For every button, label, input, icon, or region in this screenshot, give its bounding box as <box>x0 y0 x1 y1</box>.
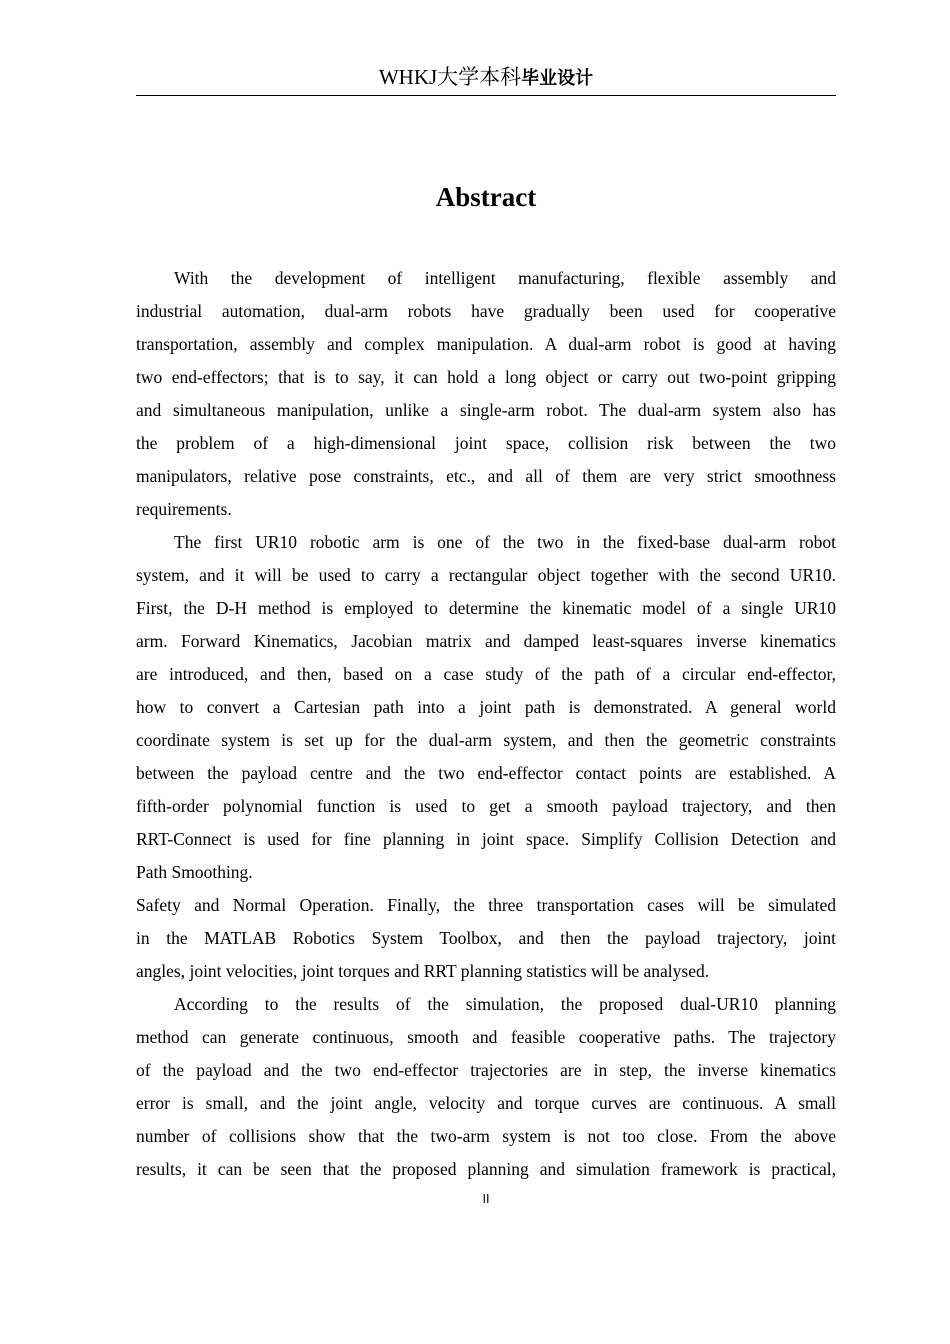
paragraph <box>136 988 836 1186</box>
paragraph <box>136 262 836 526</box>
paragraph-line: The first UR10 robotic arm is one of the two in the fixed-base dual-arm robot <box>174 532 836 552</box>
paragraph-line: between the payload centre and the two end-effector contact points are established. A <box>136 763 836 783</box>
paragraph-line: manipulators, relative pose constraints, etc., and all of them are very strict smoothness <box>136 466 836 486</box>
header-title: WHKJ大学本科 <box>378 65 522 89</box>
paragraph-line: in the MATLAB Robotics System Toolbox, and then the payload trajectory, joint <box>136 928 836 948</box>
paragraph-line: error is small, and the joint angle, velocity and torque curves are continuous. A small <box>136 1093 836 1113</box>
paragraph-line: requirements. <box>136 499 232 519</box>
page-number: II <box>482 1192 490 1206</box>
paragraph <box>136 526 836 889</box>
paragraph-line: First, the D-H method is employed to determine the kinematic model of a single UR10 <box>136 598 836 618</box>
paragraph-line: method can generate continuous, smooth and feasible cooperative paths. The trajectory <box>136 1027 836 1047</box>
paragraph-line: fifth-order polynomial function is used to get a smooth payload trajectory, and then <box>136 796 836 816</box>
paragraph-line: how to convert a Cartesian path into a joint path is demonstrated. A general world <box>136 697 836 717</box>
paragraph-line: are introduced, and then, based on a case study of the path of a circular end-effector, <box>136 664 836 684</box>
paragraph-line: and simultaneous manipulation, unlike a single-arm robot. The dual-arm system also has <box>136 400 836 420</box>
paragraph-line: arm. Forward Kinematics, Jacobian matrix and damped least-squares inverse kinematics <box>136 631 836 651</box>
paragraph-line: system, and it will be used to carry a rectangular object together with the second UR10. <box>136 565 836 585</box>
paragraph <box>136 889 836 988</box>
paragraph-line: RRT-Connect is used for fine planning in joint space. Simplify Collision Detection and <box>136 829 836 849</box>
abstract-title: Abstract <box>435 182 537 212</box>
paragraph-line: Path Smoothing. <box>136 862 253 882</box>
paragraph-line: transportation, assembly and complex manipulation. A dual-arm robot is good at having <box>136 334 836 354</box>
paragraph-line: industrial automation, dual-arm robots have gradually been used for cooperative <box>136 301 836 321</box>
header-suffix: 毕业设计 <box>521 68 594 89</box>
running-header <box>136 60 836 96</box>
paragraph-line: According to the results of the simulation, the proposed dual-UR10 planning <box>174 994 836 1014</box>
paragraph-line: number of collisions show that the two-arm system is not too close. From the above <box>136 1126 836 1146</box>
paragraph-line: the problem of a high-dimensional joint space, collision risk between the two <box>136 433 836 453</box>
paragraph-line: angles, joint velocities, joint torques and RRT planning statistics will be analysed. <box>136 961 710 981</box>
paragraph-line: of the payload and the two end-effector trajectories are in step, the inverse kinematics <box>136 1060 836 1080</box>
paragraph-line: results, it can be seen that the proposed planning and simulation framework is practical, <box>136 1159 836 1179</box>
paragraph-line: Safety and Normal Operation. Finally, the three transportation cases will be simulated <box>136 895 836 915</box>
paragraph-line: With the development of intelligent manufacturing, flexible assembly and <box>174 268 836 288</box>
abstract-body <box>136 262 836 1186</box>
paragraph-line: coordinate system is set up for the dual-arm system, and then the geometric constraints <box>136 730 836 750</box>
paragraph-line: two end-effectors; that is to say, it can hold a long object or carry out two-point gripping <box>136 367 836 387</box>
